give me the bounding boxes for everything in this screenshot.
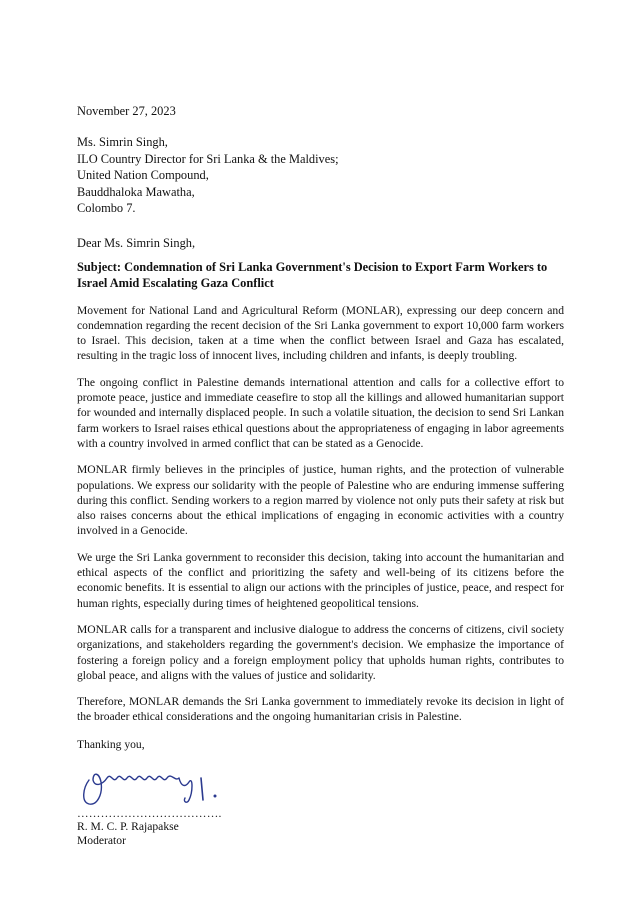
subject-line: Subject: Condemnation of Sri Lanka Government's Decision to Export Farm Workers to Israel Amid Escalating Gaza Conflict <box>77 259 548 291</box>
body-paragraph: The ongoing conflict in Palestine demands international attention and calls for a collective effort to promote peace, justice and immediate ceasefire to stop all the killings and allowed humanitarian support for wounded and internally displaced people. In such a volatile situation, the decision to send Sri Lankan farm workers to Israel raises ethical questions about the appropriateness of engaging in labor agreements with a country involved in armed conflict that can be stated as a Genocide. <box>77 375 564 450</box>
recipient-title: ILO Country Director for Sri Lanka & the Maldives; <box>77 151 339 166</box>
letter-page <box>77 103 564 849</box>
recipient-address-line-3: Colombo 7. <box>77 201 136 216</box>
recipient-address <box>77 134 564 217</box>
salutation: Dear Ms. Simrin Singh, <box>77 235 196 250</box>
closing: Thanking you, <box>77 737 145 751</box>
signer-name: R. M. C. P. Rajapakse <box>77 819 179 833</box>
signature-drawing <box>77 758 237 808</box>
body-paragraph: Therefore, MONLAR demands the Sri Lanka government to immediately revoke its decision in light of the broader ethical considerations and the ongoing humanitarian crisis in Palestine. <box>77 695 564 724</box>
recipient-address-line-1: United Nation Compound, <box>77 168 209 183</box>
letter-date: November 27, 2023 <box>77 104 176 118</box>
body-paragraph: MONLAR calls for a transparent and inclusive dialogue to address the concerns of citizens, civil society organizations, and stakeholders regarding the government's decision. We emphasize the importance of fostering a foreign policy and a foreign employment policy that upholds human rights, contributes to global peace, and aligns with the values of justice and solidarity. <box>77 622 564 682</box>
signer-title: Moderator <box>77 834 126 848</box>
body-paragraph: MONLAR firmly believes in the principles of justice, human rights, and the protection of vulnerable populations. We express our solidarity with the people of Palestine who are enduring immense suffering during this conflict. Sending workers to a region marred by violence not only puts their safety at risk but also raises concerns about the ethical implications of engaging in economic activities with a country involved in a Genocide. <box>77 463 564 538</box>
recipient-name: Ms. Simrin Singh, <box>77 135 168 149</box>
body-paragraph: Movement for National Land and Agricultural Reform (MONLAR), expressing our deep concern and condemnation regarding the recent decision of the Sri Lanka government to export 10,000 farm workers to Israel. This decision, taken at a time when the conflict between Israel and Gaza has escalated, resulting in the tragic loss of innocent lives, including children and infants, is deeply troubling. <box>77 303 564 363</box>
recipient-address-line-2: Bauddhaloka Mawatha, <box>77 184 195 199</box>
body-paragraph: We urge the Sri Lanka government to reconsider this decision, taking into account the humanitarian and ethical aspects of the conflict and prioritizing the safety and well-being of its citizens before the economic benefits. It is essential to align our actions with the principles of justice, peace, and respect for human rights, especially during times of heightened geopolitical tensions. <box>77 550 564 610</box>
handwritten-signature <box>77 758 237 808</box>
signature-dotted-line: ………………………………. <box>77 806 222 820</box>
